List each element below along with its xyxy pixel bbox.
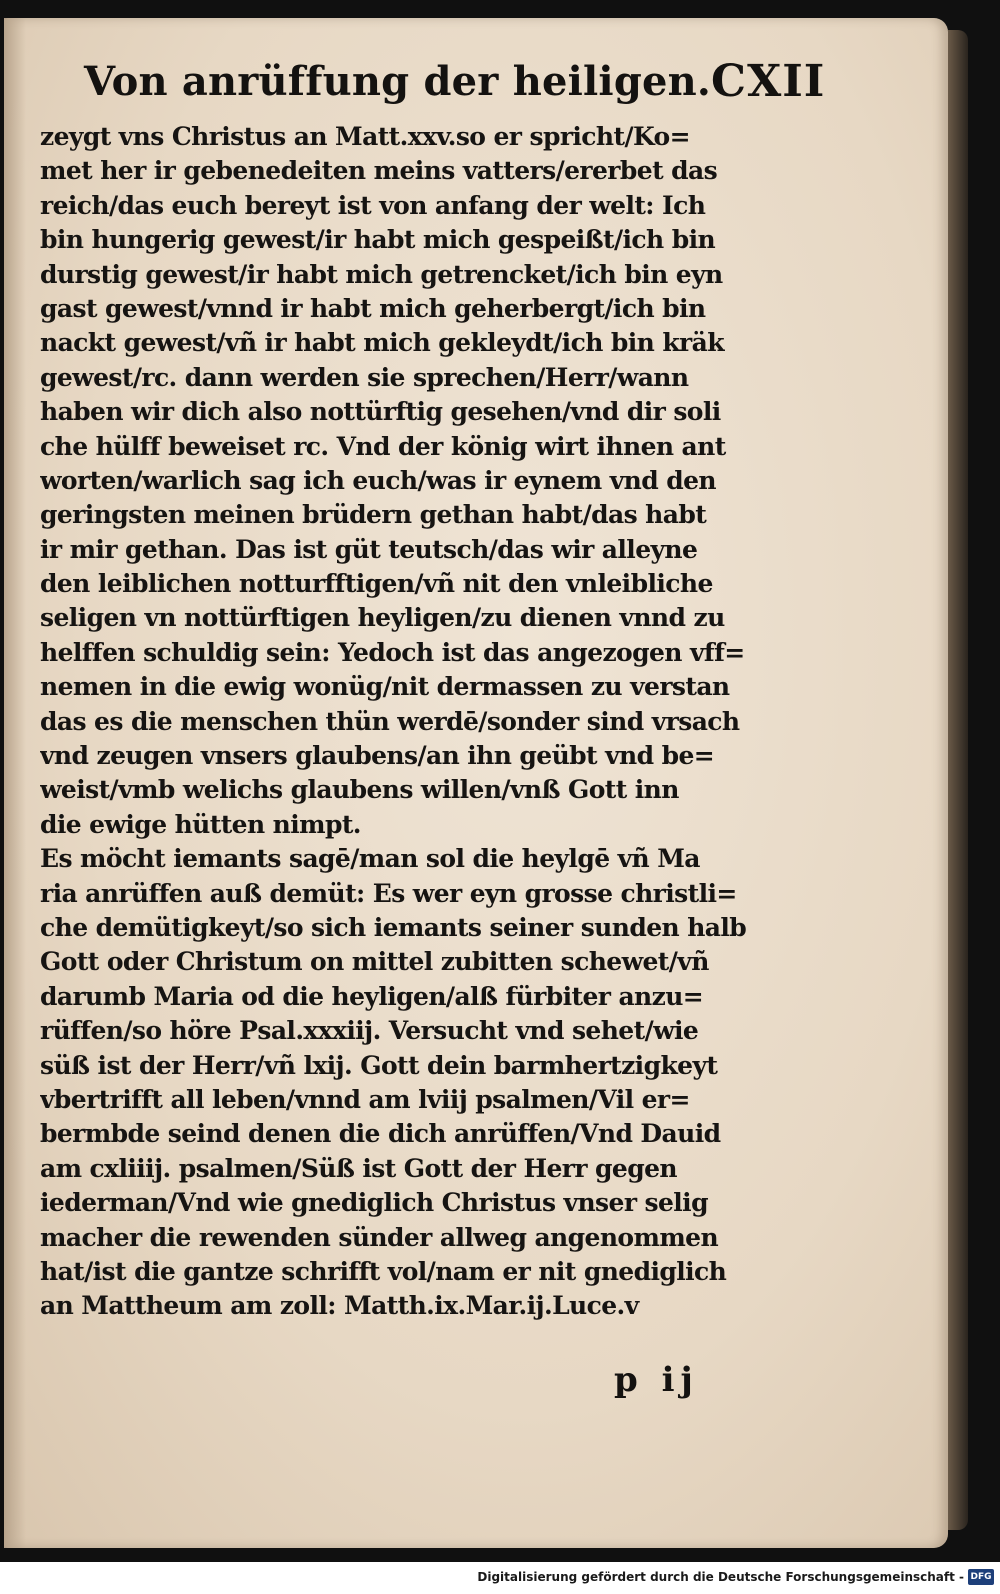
signature-mark: p ij [614, 1360, 699, 1400]
page-edge [948, 30, 968, 1530]
text-line: helffen schuldig sein: Yedoch ist das angezogen vff= [40, 637, 745, 667]
text-line: hat/ist die gantze schrifft vol/nam er nit gnediglich [40, 1256, 727, 1286]
text-line: zeygt vns Christus an Matt.xxv.so er spricht/Ko= [40, 122, 690, 151]
text-line: met her ir gebenedeiten meins vatters/ererbet das [40, 156, 718, 186]
text-line: gewest/rc. dann werden sie sprechen/Herr/wann [40, 362, 689, 392]
text-line: weist/vmb welichs glaubens willen/vnß Gott inn [40, 775, 679, 805]
text-line: durstig gewest/ir habt mich getrencket/ich bin eyn [40, 259, 723, 289]
text-line: macher die rewenden sünder allweg angenommen [40, 1222, 719, 1252]
dfg-logo: DFG [968, 1569, 994, 1585]
text-line: rüffen/so höre Psal.xxxiij. Versucht vnd sehet/wie [40, 1016, 699, 1046]
text-line: darumb Maria od die heyligen/alß fürbiter anzu= [40, 981, 704, 1011]
text-line: bin hungerig gewest/ir habt mich gespeißt/ich bin [40, 225, 716, 255]
body-text [40, 120, 800, 1324]
text-line: reich/das euch bereyt ist von anfang der welt: Ich [40, 190, 706, 220]
running-title: Von anrüffung der heiligen. [84, 57, 712, 105]
text-line: das es die menschen thün werdē/sonder sind vrsach [40, 706, 740, 736]
text-line: che demütigkeyt/so sich iemants seiner sunden halb [40, 912, 747, 942]
text-line: worten/warlich sag ich euch/was ir eynem vnd den [40, 465, 716, 495]
text-line: haben wir dich also nottürftig gesehen/vnd dir soli [40, 397, 721, 427]
text-line: nemen in die ewig wonüg/nit dermassen zu verstan [40, 672, 730, 702]
text-line: vbertrifft all leben/vnnd am lviij psalmen/Vil er= [40, 1084, 690, 1114]
text-line: ria anrüffen auß demüt: Es wer eyn grosse christli= [40, 878, 737, 908]
text-line: Es möcht iemants sagē/man sol die heylgē vñ Ma [40, 844, 700, 874]
page-header [84, 46, 826, 116]
text-line: geringsten meinen brüdern gethan habt/das habt [40, 500, 707, 530]
text-line: süß ist der Herr/vñ lxij. Gott dein barmhertzigkeyt [40, 1050, 718, 1080]
text-line: gast gewest/vnnd ir habt mich geherbergt/ich bin [40, 293, 706, 323]
text-line: ir mir gethan. Das ist güt teutsch/das wir alleyne [40, 534, 698, 564]
page-gutter [4, 18, 26, 1548]
text-line: nackt gewest/vñ ir habt mich gekleydt/ich bin kräk [40, 328, 724, 358]
text-line: iederman/Vnd wie gnediglich Christus vnser selig [40, 1188, 708, 1218]
text-line: che hülff beweiset rc. Vnd der könig wirt ihnen ant [40, 431, 726, 461]
text-line: den leiblichen notturfftigen/vñ nit den vnleibliche [40, 569, 713, 599]
text-line: an Mattheum am zoll: Matth.ix.Mar.ij.Luce.v [40, 1291, 639, 1321]
folio-number: CXII [711, 55, 826, 107]
footer-bar [0, 1562, 1000, 1594]
text-line: Gott oder Christum on mittel zubitten schewet/vñ [40, 947, 709, 977]
text-line: bermbde seind denen die dich anrüffen/Vnd Dauid [40, 1119, 721, 1149]
funding-credit: Digitalisierung gefördert durch die Deutsche Forschungsgemeinschaft - [477, 1570, 964, 1584]
text-line: am cxliiij. psalmen/Süß ist Gott der Herr gegen [40, 1153, 677, 1183]
text-line: seligen vn nottürftigen heyligen/zu dienen vnnd zu [40, 603, 725, 633]
text-line: vnd zeugen vnsers glaubens/an ihn geübt vnd be= [40, 741, 715, 771]
text-line: die ewige hütten nimpt. [40, 809, 361, 839]
